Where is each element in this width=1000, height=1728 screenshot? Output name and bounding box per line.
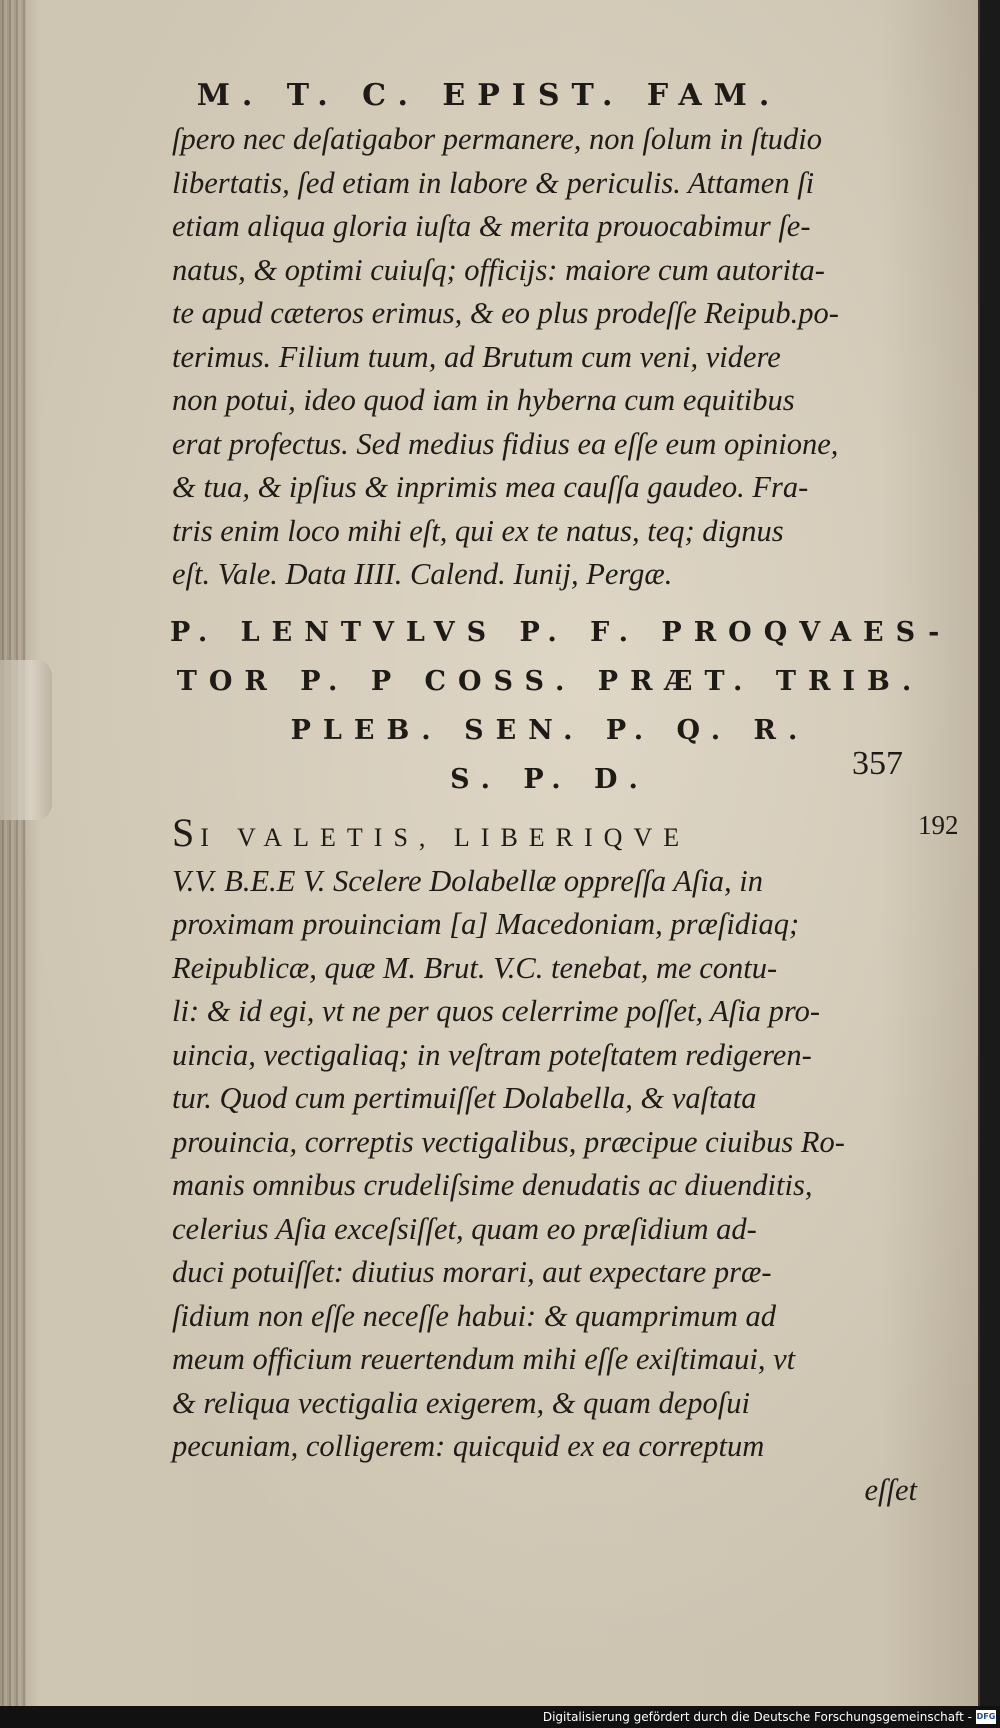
salutation-line: P. LENTVLVS P. F. PROQVAES-: [170, 617, 952, 648]
text-line: Reipublicæ, quæ M. Brut. V.C. tenebat, me contu-: [172, 950, 778, 985]
catchword: eſſet: [864, 1472, 917, 1507]
text-line: duci potuiſſet: diutius morari, aut expectare præ-: [172, 1255, 772, 1289]
text-line: etiam aliqua gloria iuſta & merita prouocabimur ſe-: [172, 209, 811, 243]
text-line: erat profectus. Sed medius fidius ea eſſe eum opinione,: [172, 426, 839, 461]
text-line: libertatis, ſed etiam in labore & periculis. Attamen ſi: [172, 165, 815, 200]
dfg-logo: DFG: [976, 1710, 996, 1724]
text-line: terimus. Filium tuum, ad Brutum cum veni, videre: [172, 339, 781, 374]
text-line: uincia, vectigaliaq; in veſtram poteſtatem redigeren-: [172, 1037, 812, 1072]
opening-caps: I VALETIS, LIBERIQVE: [200, 823, 691, 852]
letter-salutation: [170, 608, 952, 804]
text-line: natus, & optimi cuiuſq; officijs: maiore cum autorita-: [172, 252, 825, 287]
text-line: manis omnibus crudeliſsime denudatis ac diuenditis,: [172, 1168, 813, 1202]
text-line: tris enim loco mihi eſt, qui ex te natus, teq; dignus: [172, 513, 784, 548]
footer-text: Digitalisierung gefördert durch die Deutsche Forschungsgemeinschaft -: [542, 1710, 972, 1724]
margin-note: 192: [918, 810, 959, 840]
text-line: & reliqua vectigalia exigerem, & quam depoſui: [172, 1385, 750, 1420]
text-line: li: & id egi, vt ne per quos celerrime poſſet, Aſia pro-: [172, 994, 821, 1028]
letter-ending-text: [172, 118, 917, 597]
opening-line: [172, 811, 917, 860]
text-line: eſt. Vale. Data IIII. Calend. Iunij, Pergæ.: [172, 557, 673, 591]
text-line: ſidium non eſſe neceſſe habui: & quamprimum ad: [172, 1298, 776, 1333]
text-line: prouincia, correptis vectigalibus, præcipue ciuibus Ro-: [172, 1124, 845, 1159]
text-line: te apud cæteros erimus, & eo plus prodeſſe Reipub.po-: [172, 296, 839, 330]
salutation-line: TOR P. P COSS. PRÆT. TRIB.: [176, 666, 924, 697]
running-head: M. T. C. EPIST. FAM.: [196, 78, 782, 113]
salutation-line: S. P. D.: [450, 764, 650, 795]
initial-letter: S: [172, 810, 201, 855]
text-line: V.V. B.E.E V. Scelere Dolabellæ oppreſſa Aſia, in: [172, 863, 764, 898]
digitization-footer: [0, 1706, 1000, 1728]
text-line: celerius Aſia exceſsiſſet, quam eo præſidium ad-: [172, 1211, 757, 1246]
page-edge-strip: [0, 0, 26, 1706]
page-number: 357: [852, 745, 903, 782]
bookmark-tab: [0, 660, 52, 820]
text-line: proximam prouinciam [a] Macedoniam, præſidiaq;: [172, 907, 800, 941]
salutation-line: PLEB. SEN. P. Q. R.: [290, 715, 810, 746]
letter-body-text: [172, 811, 917, 1512]
text-line: non potui, ideo quod iam in hyberna cum equitibus: [172, 383, 795, 417]
text-line: tur. Quod cum pertimuiſſet Dolabella, & vaſtata: [172, 1081, 757, 1115]
text-line: & tua, & ipſius & inprimis mea cauſſa gaudeo. Fra-: [172, 470, 809, 504]
text-line: meum officium reuertendum mihi eſſe exiſtimaui, vt: [172, 1342, 796, 1376]
text-line: pecuniam, colligerem: quicquid ex ea correptum: [172, 1429, 765, 1463]
text-line: ſpero nec deſatigabor permanere, non ſolum in ſtudio: [172, 122, 823, 156]
